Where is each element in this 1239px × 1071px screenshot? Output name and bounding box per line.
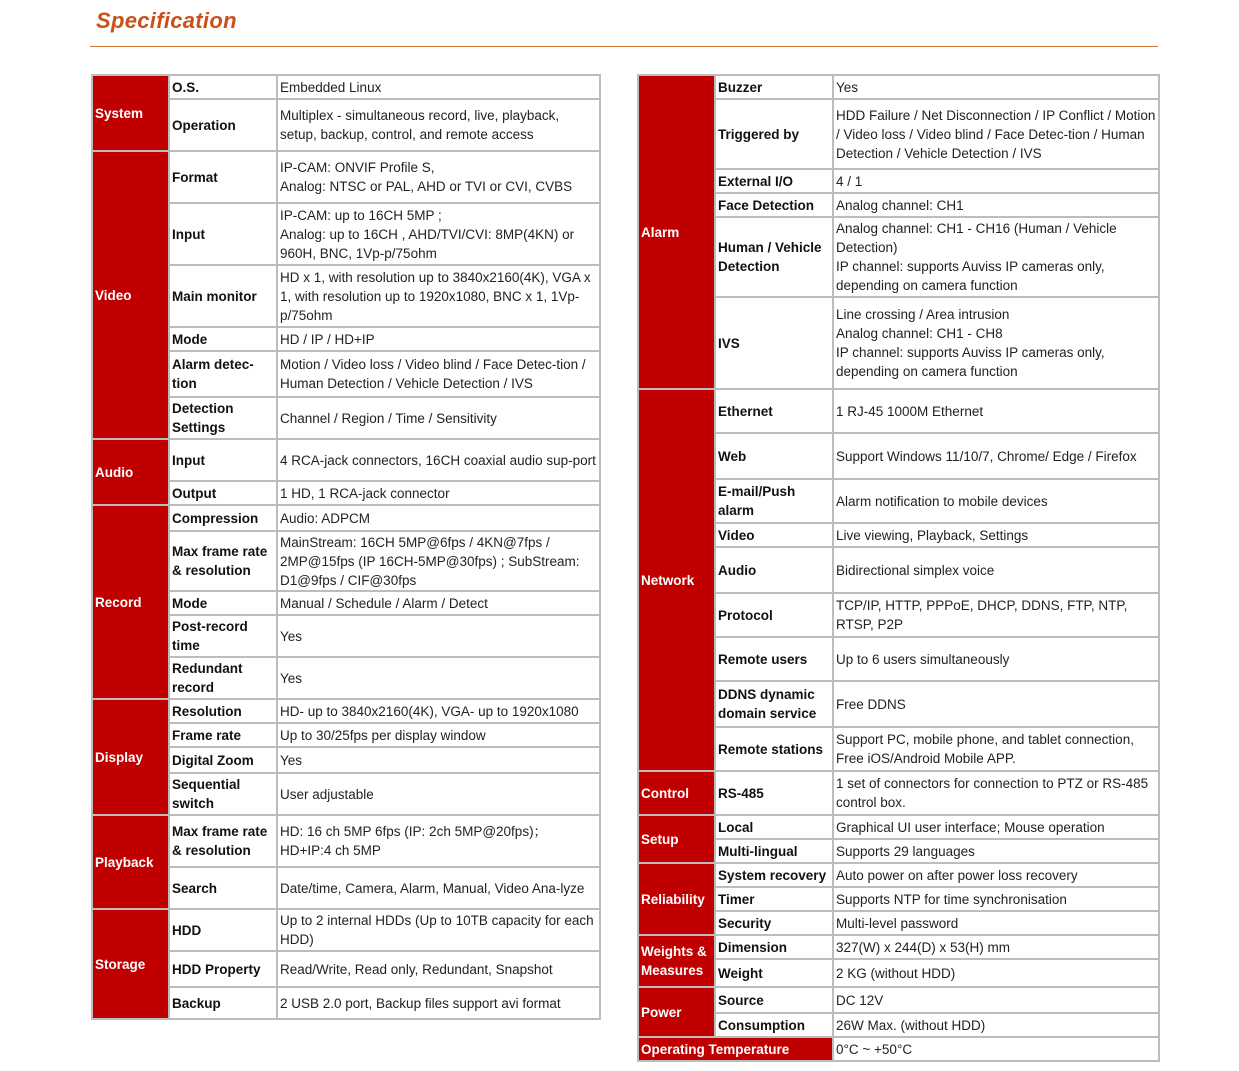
spec-value: TCP/IP, HTTP, PPPoE, DHCP, DDNS, FTP, NTP, RTSP, P2P (833, 593, 1159, 637)
spec-key: O.S. (169, 75, 277, 99)
spec-row-display-resolution (92, 699, 600, 723)
spec-key: Main monitor (169, 265, 277, 327)
spec-key: Sequential switch (169, 773, 277, 815)
spec-value: Multi-level password (833, 911, 1159, 935)
spec-key: E-mail/Push alarm (715, 479, 833, 523)
spec-key: Max frame rate & resolution (169, 531, 277, 591)
spec-key: Max frame rate & resolution (169, 815, 277, 867)
spec-row-video-alarm-detec-tion (92, 351, 600, 397)
spec-key: Remote stations (715, 727, 833, 771)
spec-row-record-max-frame-rate-resolution (92, 531, 600, 591)
spec-value: IP-CAM: up to 16CH 5MP ; Analog: up to 16CH , AHD/TVI/CVI: 8MP(4KN) or 960H, BNC, 1Vp-p/75ohm (277, 203, 600, 265)
spec-key: Remote users (715, 637, 833, 681)
spec-value: HD- up to 3840x2160(4K), VGA- up to 1920x1080 (277, 699, 600, 723)
spec-row-network-ethernet (638, 389, 1159, 433)
spec-row-network-ddns-dynamic-domain-service (638, 681, 1159, 727)
spec-value: MainStream: 16CH 5MP@6fps / 4KN@7fps / 2MP@15fps (IP 16CH-5MP@30fps) ; SubStream: D1@9fps / CIF@30fps (277, 531, 600, 591)
spec-value: Line crossing / Area intrusion Analog channel: CH1 - CH8 IP channel: supports Auviss IP cameras only, depending on camera function (833, 297, 1159, 389)
spec-row-network-remote-users (638, 637, 1159, 681)
spec-value: User adjustable (277, 773, 600, 815)
spec-row-video-mode (92, 327, 600, 351)
spec-row-network-remote-stations (638, 727, 1159, 771)
spec-key: Consumption (715, 1013, 833, 1037)
spec-row-weights-measures-weight (638, 959, 1159, 987)
spec-row-operating-temperature (638, 1037, 1159, 1061)
spec-value: Audio: ADPCM (277, 505, 600, 531)
spec-key: Output (169, 481, 277, 505)
spec-row-system-o-s (92, 75, 600, 99)
spec-value: HD: 16 ch 5MP 6fps (IP: 2ch 5MP@20fps)； HD+IP:4 ch 5MP (277, 815, 600, 867)
spec-value: Up to 30/25fps per display window (277, 723, 600, 747)
spec-value: 4 RCA-jack connectors, 16CH coaxial audio sup-port (277, 439, 600, 481)
spec-value: HD / IP / HD+IP (277, 327, 600, 351)
spec-key: Search (169, 867, 277, 909)
spec-value: 26W Max. (without HDD) (833, 1013, 1159, 1037)
spec-key: HDD (169, 909, 277, 951)
spec-value: 327(W) x 244(D) x 53(H) mm (833, 935, 1159, 959)
spec-key: Audio (715, 547, 833, 593)
spec-value: HD x 1, with resolution up to 3840x2160(4K), VGA x 1, with resolution up to 1920x1080, BNC x 1, 1Vp-p/75ohm (277, 265, 600, 327)
spec-key: Alarm detec-tion (169, 351, 277, 397)
category-setup: Setup (638, 815, 715, 863)
spec-value: Support Windows 11/10/7, Chrome/ Edge / Firefox (833, 433, 1159, 479)
spec-value: Channel / Region / Time / Sensitivity (277, 397, 600, 439)
spec-row-record-mode (92, 591, 600, 615)
spec-row-display-frame-rate (92, 723, 600, 747)
spec-row-alarm-face-detection (638, 193, 1159, 217)
spec-value: Graphical UI user interface; Mouse operation (833, 815, 1159, 839)
spec-key: Input (169, 203, 277, 265)
spec-row-storage-hdd (92, 909, 600, 951)
spec-row-network-protocol (638, 593, 1159, 637)
spec-value: 4 / 1 (833, 169, 1159, 193)
spec-value: Support PC, mobile phone, and tablet connection, Free iOS/Android Mobile APP. (833, 727, 1159, 771)
spec-key: Backup (169, 987, 277, 1019)
spec-row-network-video (638, 523, 1159, 547)
category-storage: Storage (92, 909, 169, 1019)
title-divider (90, 46, 1158, 47)
spec-key: Video (715, 523, 833, 547)
spec-value: Yes (833, 75, 1159, 99)
spec-value: Analog channel: CH1 - CH16 (Human / Vehicle Detection) IP channel: supports Auviss IP cameras only, depending on camera function (833, 217, 1159, 297)
spec-row-record-compression (92, 505, 600, 531)
spec-value: Up to 6 users simultaneously (833, 637, 1159, 681)
spec-value: Manual / Schedule / Alarm / Detect (277, 591, 600, 615)
spec-key: Dimension (715, 935, 833, 959)
spec-key: Mode (169, 591, 277, 615)
spec-value: DC 12V (833, 987, 1159, 1013)
spec-value: HDD Failure / Net Disconnection / IP Conflict / Motion / Video loss / Video blind / Face Detec-tion / Human Detection / Vehicle Detection / IVS (833, 99, 1159, 169)
spec-value: 1 HD, 1 RCA-jack connector (277, 481, 600, 505)
spec-key: Format (169, 151, 277, 203)
spec-value: Bidirectional simplex voice (833, 547, 1159, 593)
spec-key: Source (715, 987, 833, 1013)
spec-key: Weight (715, 959, 833, 987)
spec-key: Mode (169, 327, 277, 351)
spec-key: Input (169, 439, 277, 481)
spec-value: Auto power on after power loss recovery (833, 863, 1159, 887)
spec-value: Motion / Video loss / Video blind / Face Detec-tion / Human Detection / Vehicle Detection / IVS (277, 351, 600, 397)
spec-value: Yes (277, 615, 600, 657)
category-audio: Audio (92, 439, 169, 505)
category-video: Video (92, 151, 169, 439)
spec-value: Alarm notification to mobile devices (833, 479, 1159, 523)
spec-value: 2 USB 2.0 port, Backup files support avi format (277, 987, 600, 1019)
spec-value: Embedded Linux (277, 75, 600, 99)
spec-row-setup-multi-lingual (638, 839, 1159, 863)
category-alarm: Alarm (638, 75, 715, 389)
spec-key: Redundant record (169, 657, 277, 699)
spec-row-alarm-triggered-by (638, 99, 1159, 169)
spec-table-right (637, 74, 1160, 1062)
page-title: Specification (96, 8, 237, 33)
spec-row-display-digital-zoom (92, 747, 600, 773)
spec-value: Multiplex - simultaneous record, live, playback, setup, backup, control, and remote access (277, 99, 600, 151)
spec-row-audio-input (92, 439, 600, 481)
spec-row-control-rs-485 (638, 771, 1159, 815)
spec-value: Read/Write, Read only, Redundant, Snapshot (277, 951, 600, 987)
spec-key: System recovery (715, 863, 833, 887)
category-power: Power (638, 987, 715, 1037)
spec-key: Digital Zoom (169, 747, 277, 773)
spec-value: 0°C ~ +50°C (833, 1037, 1159, 1061)
category-display: Display (92, 699, 169, 815)
spec-row-storage-hdd-property (92, 951, 600, 987)
spec-key: Human / Vehicle Detection (715, 217, 833, 297)
spec-row-setup-local (638, 815, 1159, 839)
spec-row-weights-measures-dimension (638, 935, 1159, 959)
spec-value: Free DDNS (833, 681, 1159, 727)
spec-row-audio-output (92, 481, 600, 505)
spec-value: Yes (277, 657, 600, 699)
spec-value: 2 KG (without HDD) (833, 959, 1159, 987)
category-playback: Playback (92, 815, 169, 909)
spec-value: Supports NTP for time synchronisation (833, 887, 1159, 911)
spec-key: Local (715, 815, 833, 839)
spec-row-record-post-record-time (92, 615, 600, 657)
spec-row-storage-backup (92, 987, 600, 1019)
spec-row-display-sequential-switch (92, 773, 600, 815)
category-network: Network (638, 389, 715, 771)
spec-row-reliability-timer (638, 887, 1159, 911)
spec-row-system-operation (92, 99, 600, 151)
category-reliability: Reliability (638, 863, 715, 935)
spec-value: Supports 29 languages (833, 839, 1159, 863)
spec-row-alarm-human-vehicle-detection (638, 217, 1159, 297)
spec-key: Security (715, 911, 833, 935)
spec-row-alarm-buzzer (638, 75, 1159, 99)
category-control: Control (638, 771, 715, 815)
spec-row-network-e-mail-push-alarm (638, 479, 1159, 523)
spec-row-video-input (92, 203, 600, 265)
spec-key: External I/O (715, 169, 833, 193)
spec-value: Date/time, Camera, Alarm, Manual, Video Ana-lyze (277, 867, 600, 909)
spec-key: Compression (169, 505, 277, 531)
spec-value: IP-CAM: ONVIF Profile S, Analog: NTSC or PAL, AHD or TVI or CVI, CVBS (277, 151, 600, 203)
spec-value: 1 set of connectors for connection to PTZ or RS-485 control box. (833, 771, 1159, 815)
spec-key: Timer (715, 887, 833, 911)
spec-key: Ethernet (715, 389, 833, 433)
spec-key: Detection Settings (169, 397, 277, 439)
spec-value: 1 RJ-45 1000M Ethernet (833, 389, 1159, 433)
spec-row-playback-max-frame-rate-resolution (92, 815, 600, 867)
spec-key: Protocol (715, 593, 833, 637)
spec-row-reliability-system-recovery (638, 863, 1159, 887)
spec-table-left (91, 74, 601, 1020)
category-system: System (92, 75, 169, 151)
spec-row-power-source (638, 987, 1159, 1013)
spec-value: Analog channel: CH1 (833, 193, 1159, 217)
spec-value: Up to 2 internal HDDs (Up to 10TB capacity for each HDD) (277, 909, 600, 951)
spec-key: Resolution (169, 699, 277, 723)
spec-row-video-format (92, 151, 600, 203)
spec-key: Multi-lingual (715, 839, 833, 863)
spec-key: Buzzer (715, 75, 833, 99)
spec-key: Operation (169, 99, 277, 151)
spec-row-network-audio (638, 547, 1159, 593)
spec-row-reliability-security (638, 911, 1159, 935)
spec-row-record-redundant-record (92, 657, 600, 699)
spec-row-alarm-ivs (638, 297, 1159, 389)
spec-key: DDNS dynamic domain service (715, 681, 833, 727)
spec-key: Frame rate (169, 723, 277, 747)
spec-row-playback-search (92, 867, 600, 909)
category-operating-temperature: Operating Temperature (638, 1037, 833, 1061)
spec-value: Live viewing, Playback, Settings (833, 523, 1159, 547)
category-weights-measures: Weights & Measures (638, 935, 715, 987)
spec-row-power-consumption (638, 1013, 1159, 1037)
spec-row-alarm-external-i-o (638, 169, 1159, 193)
spec-key: HDD Property (169, 951, 277, 987)
category-record: Record (92, 505, 169, 699)
spec-key: Triggered by (715, 99, 833, 169)
spec-key: Web (715, 433, 833, 479)
spec-row-network-web (638, 433, 1159, 479)
spec-key: RS-485 (715, 771, 833, 815)
spec-key: IVS (715, 297, 833, 389)
spec-key: Face Detection (715, 193, 833, 217)
spec-value: Yes (277, 747, 600, 773)
spec-key: Post-record time (169, 615, 277, 657)
spec-row-video-detection-settings (92, 397, 600, 439)
spec-row-video-main-monitor (92, 265, 600, 327)
